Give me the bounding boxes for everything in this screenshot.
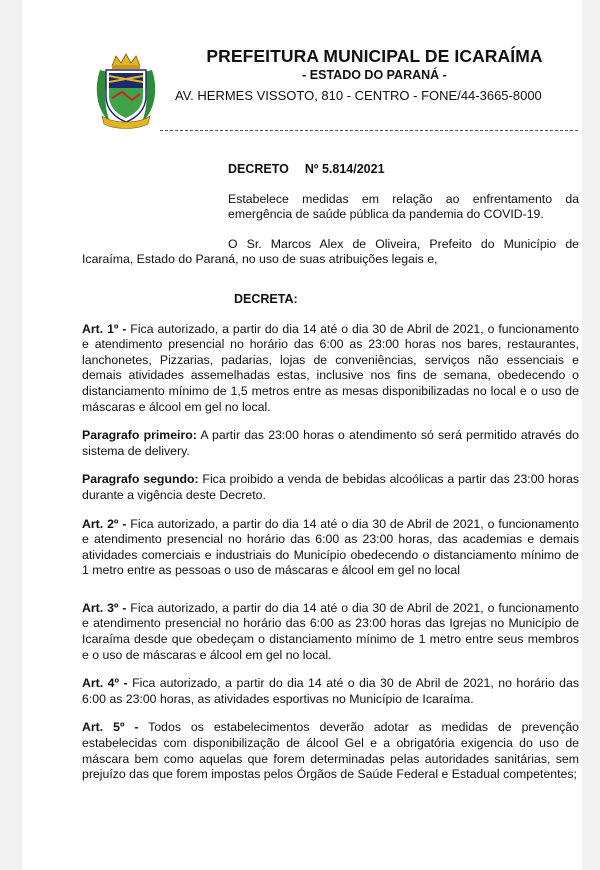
article-2: Art. 2º - Fica autorizado, a partir do dia 14 até o dia 30 de Abril de 2021, o funcionamento e atendimento presencial no horário das 6:00 as 23:00 horas, das academias e demais atividades comerciais e industriais do Município obedecendo o distanciamento mínimo de 1 metro entre as pessoas o uso de máscaras e álcool em gel no local [82, 516, 579, 578]
article-3: Art. 3º - Fica autorizado, a partir do dia 14 até o dia 30 de Abril de 2021, o funcionamento e atendimento presencial no horário das 6:00 as 23:00 horas das Igrejas no Município de Icaraíma desde que obedeçam o distanciamento mínimo de 1 metro entre seus membros e o uso de máscaras e álcool em gel no local. [82, 600, 579, 662]
decreta-heading: DECRETA: [234, 291, 298, 306]
decree-number: DECRETO Nº 5.814/2021 [228, 162, 385, 176]
article-1: Art. 1º - Fica autorizado, a partir do dia 14 até o dia 30 de Abril de 2021, o funcionamento e atendimento presencial no horário das 6:00 as 23:00 horas nos bares, restaurantes, lanchonetes, Pizzarias, padarias, lojas de conveniências, serviços não essenciais e demais atividades assemelhadas estas, inclusive nos fins de semana, obedecendo o distanciamento mínimo de 1,5 metros entre as mesas disponibilizadas no local e o uso de máscaras e álcool em gel no local. [82, 321, 579, 414]
document-page [22, 0, 582, 870]
decree-ementa: Estabelece medidas em relação ao enfrentamento da emergência de saúde pública da pandemia do COVID-19. [228, 191, 579, 222]
address-line: AV. HERMES VISSOTO, 810 - CENTRO - FONE/44-3665-8000 [175, 88, 542, 103]
paragraph-first: Paragrafo primeiro: A partir das 23:00 horas o atendimento só será permitido através do sistema de delivery. [82, 428, 579, 458]
article-4: Art. 4º - Fica autorizado, a partir do dia 14 até o dia 30 de Abril de 2021, no horário das 6:00 as 23:00 horas, as atividades esportivas no Município de Icaraíma. [82, 676, 579, 706]
letterhead [22, 0, 582, 145]
header-divider [160, 130, 578, 131]
paragraph-second: Paragrafo segundo: Fica proibido a venda de bebidas alcoólicas a partir das 23:00 horas durante a vigência deste Decreto. [82, 472, 580, 502]
decree-body [82, 162, 579, 796]
article-5: Art. 5º - Todos os estabelecimentos deverão adotar as medidas de prevenção estabelecidas com disponibilização de álcool Gel e a obrigatória exigencia do uso de máscara bem como aquelas que forem determinadas pelas autoridades sanitárias, sem prejuízo das que forem impostas pelos Órgãos de Saúde Federal e Estadual competentes; [82, 720, 579, 782]
municipal-coat-of-arms-icon [92, 52, 160, 130]
municipality-title: PREFEITURA MUNICIPAL DE ICARAÍMA [206, 46, 543, 66]
state-subtitle: - ESTADO DO PARANÁ - [302, 68, 447, 82]
decree-preamble: O Sr. Marcos Alex de Oliveira, Prefeito do Município de Icaraíma, Estado do Paraná, no uso de suas atribuições legais e, [82, 236, 579, 267]
